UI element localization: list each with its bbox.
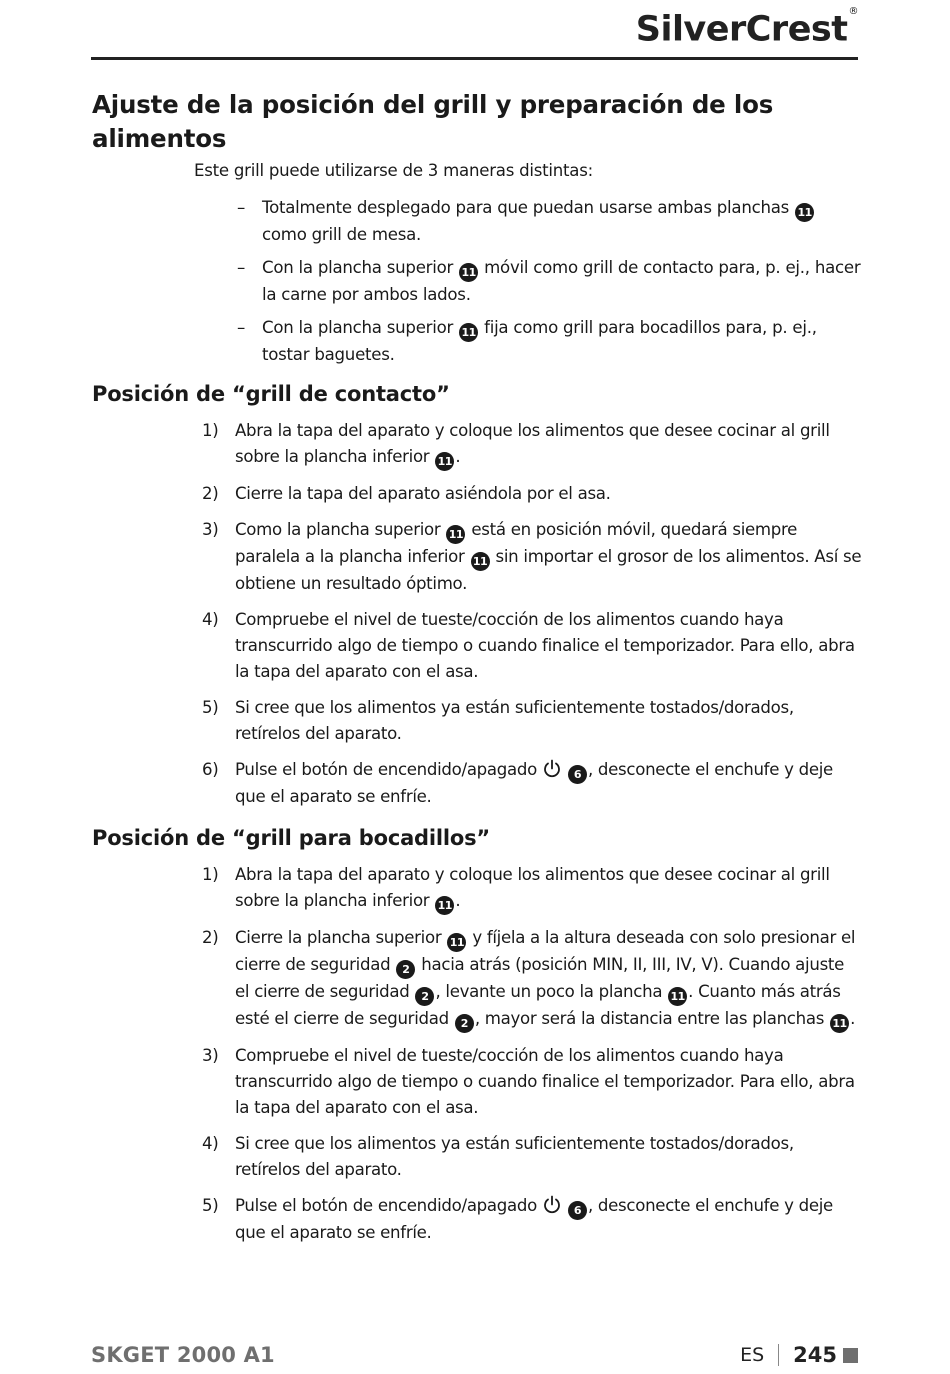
intro-text: Este grill puede utilizarse de 3 maneras distintas: <box>194 161 593 180</box>
list-item: 2) Cierre la tapa del aparato asiéndola por el asa. <box>202 481 862 507</box>
sandwich-grill-title: Posición de “grill para bocadillos” <box>92 826 491 850</box>
sandwich-grill-steps <box>92 862 862 1246</box>
dash-marker: – <box>237 258 246 277</box>
step-number: 3) <box>202 520 219 539</box>
step-number: 4) <box>202 610 219 629</box>
badge-11: 11 <box>668 987 687 1006</box>
badge-11: 11 <box>435 896 454 915</box>
badge-11: 11 <box>447 933 466 952</box>
page-content <box>92 88 862 1256</box>
step-number: 1) <box>202 421 219 440</box>
badge-6: 6 <box>568 1201 587 1220</box>
header-rule <box>91 57 858 60</box>
badge-11: 11 <box>830 1014 849 1033</box>
footer-separator <box>778 1344 779 1366</box>
list-item: 1) Abra la tapa del aparato y coloque los alimentos que desee cocinar al grill sobre la plancha inferior 11 . <box>202 418 862 471</box>
badge-11: 11 <box>795 203 814 222</box>
usage-options-list <box>92 195 862 368</box>
step-number: 4) <box>202 1134 219 1153</box>
badge-11: 11 <box>446 525 465 544</box>
step-number: 2) <box>202 484 219 503</box>
list-item: – Totalmente desplegado para que puedan usarse ambas planchas 11 como grill de mesa. <box>237 195 862 248</box>
list-item: – Con la plancha superior 11 fija como grill para bocadillos para, p. ej., tostar baguetes. <box>237 315 862 368</box>
list-item: 2) Cierre la plancha superior 11 y fíjela a la altura deseada con solo presionar el cierre de seguridad 2 hacia atrás (posición MIN, II, III, IV, V). Cuando ajuste el cierre de seguridad 2 , levante un poco la plancha 11 . Cuanto más atrás esté el cierre de seguridad 2 , mayor será la distancia entre las planchas 11 . <box>202 925 862 1033</box>
footer-model: SKGET 2000 A1 <box>91 1343 275 1367</box>
list-item: 4) Compruebe el nivel de tueste/cocción de los alimentos cuando haya transcurrido algo de tiempo o cuando finalice el temporizador. Para ello, abra la tapa del aparato con el asa. <box>202 607 862 685</box>
step-number: 5) <box>202 1196 219 1215</box>
power-icon <box>542 759 562 779</box>
dash-marker: – <box>237 318 246 337</box>
list-item: 3) Compruebe el nivel de tueste/cocción de los alimentos cuando haya transcurrido algo de tiempo o cuando finalice el temporizador. Para ello, abra la tapa del aparato con el asa. <box>202 1043 862 1121</box>
badge-11: 11 <box>471 552 490 571</box>
list-item: – Con la plancha superior 11 móvil como grill de contacto para, p. ej., hacer la carne por ambos lados. <box>237 255 862 308</box>
section-title: Ajuste de la posición del grill y preparación de los alimentos <box>92 90 774 153</box>
square-marker-icon <box>843 1348 858 1363</box>
badge-2: 2 <box>396 960 415 979</box>
list-item: 6) Pulse el botón de encendido/apagado 6 , desconecte el enchufe y deje que el aparato se enfríe. <box>202 757 862 810</box>
power-icon <box>542 1195 562 1215</box>
list-item: 5) Pulse el botón de encendido/apagado 6 , desconecte el enchufe y deje que el aparato se enfríe. <box>202 1193 862 1246</box>
list-item: 1) Abra la tapa del aparato y coloque los alimentos que desee cocinar al grill sobre la plancha inferior 11 . <box>202 862 862 915</box>
contact-grill-title: Posición de “grill de contacto” <box>92 382 450 406</box>
footer-language: ES <box>740 1344 765 1366</box>
badge-2: 2 <box>455 1014 474 1033</box>
brand-logo: SilverCrest® <box>635 6 858 50</box>
step-number: 1) <box>202 865 219 884</box>
badge-6: 6 <box>568 765 587 784</box>
footer-page-info <box>740 1343 858 1367</box>
dash-marker: – <box>237 198 246 217</box>
step-number: 5) <box>202 698 219 717</box>
step-number: 3) <box>202 1046 219 1065</box>
badge-11: 11 <box>459 323 478 342</box>
contact-grill-steps <box>92 418 862 810</box>
step-number: 2) <box>202 928 219 947</box>
page-number: 245 <box>793 1343 837 1367</box>
badge-11: 11 <box>459 263 478 282</box>
list-item: 3) Como la plancha superior 11 está en posición móvil, quedará siempre paralela a la plancha inferior 11 sin importar el grosor de los alimentos. Así se obtiene un resultado óptimo. <box>202 517 862 597</box>
list-item: 5) Si cree que los alimentos ya están suficientemente tostados/dorados, retírelos del aparato. <box>202 695 862 747</box>
badge-11: 11 <box>435 452 454 471</box>
badge-2: 2 <box>415 987 434 1006</box>
list-item: 4) Si cree que los alimentos ya están suficientemente tostados/dorados, retírelos del aparato. <box>202 1131 862 1183</box>
step-number: 6) <box>202 760 219 779</box>
